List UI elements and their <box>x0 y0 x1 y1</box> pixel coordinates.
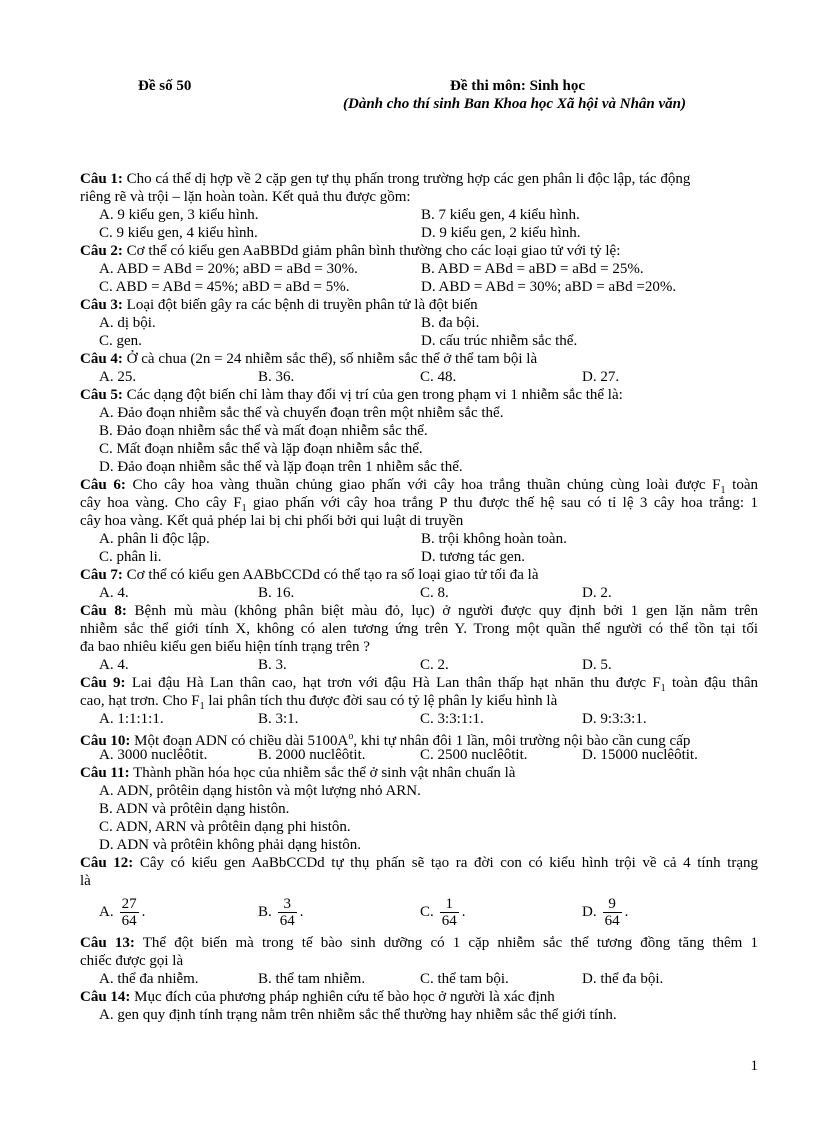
exam-audience: (Dành cho thí sinh Ban Khoa học Xã hội và Nhân văn) <box>343 96 687 112</box>
answer-a[interactable]: A. phân li độc lập. <box>99 531 210 547</box>
answer-a[interactable]: A. 3000 nuclêôtit. <box>99 747 208 763</box>
answer-row <box>80 332 758 350</box>
question-9 <box>80 674 758 692</box>
question-text: Thể đột biến mà trong tế bào sinh dưỡng có 1 cặp nhiễm sắc thể tương đồng tăng thêm 1 <box>142 935 759 951</box>
answer-c[interactable]: C. 8. <box>420 585 449 601</box>
answer-d[interactable]: D. ABD = ABd = 30%; aBD = aBd =20%. <box>421 279 677 295</box>
answer-c[interactable] <box>420 890 466 934</box>
question-text: Một đoạn ADN có chiều dài 5100A <box>134 733 349 749</box>
numerator: 27 <box>121 895 137 912</box>
question-label: Câu 1: <box>80 171 123 187</box>
denominator: 64 <box>604 912 620 929</box>
question-text: lai phân tích thu được đời sau có tỷ lệ phân ly kiểu hình là <box>204 693 558 709</box>
answer-a[interactable]: A. gen quy định tính trạng nằm trên nhiễm sắc thể thường hay nhiễm sắc thể giới tính. <box>99 1007 617 1023</box>
answer-d[interactable]: D. thể đa bội. <box>582 971 664 987</box>
subscript: 1 <box>660 683 666 694</box>
exam-number: Đề số 50 <box>138 78 192 94</box>
question-8 <box>80 602 758 620</box>
answer-c[interactable]: C. thể tam bội. <box>420 971 509 987</box>
question-13 <box>80 934 758 952</box>
question-5 <box>80 386 758 404</box>
numerator: 3 <box>283 895 292 912</box>
answer-c[interactable]: C. 48. <box>420 369 457 385</box>
question-label: Câu 7: <box>80 567 123 583</box>
question-text: Lai đậu Hà Lan thân cao, hạt trơn với đậu Hà Lan thân thấp hạt nhăn thu được F <box>131 675 661 691</box>
question-text: toàn đậu thân <box>665 675 758 691</box>
fraction <box>440 896 459 929</box>
punctuation: . <box>624 903 629 920</box>
punctuation: . <box>141 903 146 920</box>
answer-b[interactable]: B. 7 kiểu gen, 4 kiểu hình. <box>421 207 580 223</box>
answer-row <box>80 890 758 934</box>
answer-row <box>80 206 758 224</box>
question-text: Thành phần hóa học của nhiễm sắc thể ở sinh vật nhân chuẩn là <box>133 765 516 781</box>
answer-a[interactable]: A. Đảo đoạn nhiễm sắc thể và chuyển đoạn trên một nhiễm sắc thể. <box>99 405 504 421</box>
question-text-cont <box>80 638 758 656</box>
superscript: o <box>348 731 354 742</box>
answer-row <box>80 746 758 764</box>
answer-letter: C. <box>420 903 434 920</box>
question-label: Câu 13: <box>80 935 135 951</box>
question-text: Cơ thể có kiểu gen AaBBDd giảm phân bình thường cho các loại giao tử với tỷ lệ: <box>126 243 621 259</box>
question-text: Cho cá thể dị hợp về 2 cặp gen tự thụ phấn trong trường hợp các gen phân li độc lập, tác động <box>126 171 691 187</box>
answer-c[interactable]: C. gen. <box>99 333 142 349</box>
question-label: Câu 8: <box>80 603 127 619</box>
question-text-cont <box>80 494 758 512</box>
question-text-cont <box>80 952 758 970</box>
question-2 <box>80 242 758 260</box>
question-3 <box>80 296 758 314</box>
punctuation: . <box>461 903 466 920</box>
numerator: 1 <box>445 895 454 912</box>
exam-subject: Đề thi môn: Sinh học <box>450 78 586 94</box>
question-text-cont <box>80 188 758 206</box>
answer-b[interactable]: B. trội không hoàn toàn. <box>421 531 567 547</box>
question-label: Câu 11: <box>80 765 130 781</box>
question-10 <box>80 728 758 749</box>
question-text: riêng rẽ và trội – lặn hoàn toàn. Kết quả thu được gồm: <box>80 189 411 205</box>
question-list <box>80 170 758 1024</box>
answer-row <box>80 314 758 332</box>
question-label: Câu 10: <box>80 733 131 749</box>
answer-row <box>80 368 758 386</box>
answer-d[interactable]: D. 15000 nuclêôtit. <box>582 747 698 763</box>
answer-row <box>80 278 758 296</box>
question-14 <box>80 988 758 1006</box>
question-text: cây hoa vàng. Kết quả phép lai bị chi phối bởi qui luật di truyền <box>80 513 464 529</box>
answer-letter: B. <box>258 903 272 920</box>
answer-b[interactable]: B. 36. <box>258 369 295 385</box>
answer-d[interactable] <box>582 890 628 934</box>
answer-d[interactable]: D. ADN và prôtêin không phải dạng histôn. <box>99 837 362 853</box>
answer-row <box>80 710 758 728</box>
question-label: Câu 14: <box>80 989 131 1005</box>
question-label: Câu 3: <box>80 297 123 313</box>
question-6 <box>80 476 758 494</box>
question-text: đa bao nhiêu kiểu gen biểu hiện tính trạng trên ? <box>80 639 370 655</box>
question-label: Câu 2: <box>80 243 123 259</box>
answer-d[interactable]: D. cấu trúc nhiễm sắc thể. <box>421 333 578 349</box>
denominator: 64 <box>279 912 295 929</box>
question-text: cao, hạt trơn. Cho F <box>80 693 200 709</box>
answer-d[interactable]: D. 2. <box>582 585 612 601</box>
denominator: 64 <box>441 912 457 929</box>
answer-b[interactable] <box>258 890 304 934</box>
answer-letter: D. <box>582 903 597 920</box>
answer-b[interactable]: B. 2000 nuclêôtit. <box>258 747 366 763</box>
answer-b[interactable]: B. thể tam nhiễm. <box>258 971 366 987</box>
question-label: Câu 12: <box>80 855 134 871</box>
answer-row <box>80 224 758 242</box>
question-text-cont <box>80 620 758 638</box>
question-text-cont <box>80 512 758 530</box>
subscript: 1 <box>720 485 726 496</box>
answer-d[interactable]: D. 9:3:3:1. <box>582 711 647 727</box>
answer-d[interactable]: D. 9 kiểu gen, 2 kiểu hình. <box>421 225 581 241</box>
question-text: Cơ thể có kiểu gen AABbCCDd có thể tạo ra số loại giao tử tối đa là <box>126 567 539 583</box>
question-text-cont <box>80 692 758 710</box>
answer-row <box>80 548 758 566</box>
question-text: Cây có kiểu gen AaBbCCDd tự thụ phấn sẽ tạo ra đời con có kiểu hình trội về cả 4 tính trạng <box>139 855 759 871</box>
question-text: cây hoa vàng. Cho cây F <box>80 495 242 511</box>
question-label: Câu 9: <box>80 675 126 691</box>
answer-row <box>80 584 758 602</box>
question-11 <box>80 764 758 782</box>
answer-row <box>80 970 758 988</box>
denominator: 64 <box>121 912 137 929</box>
answer-a[interactable]: A. 1:1:1:1. <box>99 711 164 727</box>
question-label: Câu 5: <box>80 387 123 403</box>
answer-d[interactable]: D. 27. <box>582 369 620 385</box>
answer-a[interactable]: A. 4. <box>99 585 129 601</box>
answer-c[interactable]: C. 9 kiểu gen, 4 kiểu hình. <box>99 225 258 241</box>
question-text: toàn <box>725 477 759 493</box>
answer-a[interactable]: A. 4. <box>99 657 129 673</box>
punctuation: . <box>299 903 304 920</box>
answer-a[interactable]: A. thể đa nhiễm. <box>99 971 199 987</box>
numerator: 9 <box>608 895 616 912</box>
answer-c[interactable]: C. 3:3:1:1. <box>420 711 484 727</box>
answer-b[interactable]: B. 3. <box>258 657 287 673</box>
answer-b[interactable]: B. Đảo đoạn nhiễm sắc thể và mất đoạn nhiễm sắc thể. <box>99 423 428 439</box>
question-12 <box>80 854 758 872</box>
fraction <box>278 896 297 929</box>
question-text: Ở cà chua (2n = 24 nhiễm sắc thể), số nhiễm sắc thể ở thể tam bội là <box>126 351 538 367</box>
question-text: chiếc được gọi là <box>80 953 184 969</box>
question-text: Loại đột biến gây ra các bệnh di truyền phân tử là đột biến <box>126 297 478 313</box>
fraction <box>120 896 139 929</box>
answer-b[interactable]: B. đa bội. <box>421 315 480 331</box>
question-text: nhiễm sắc thể giới tính X, không có alen tương ứng trên Y. Trong một quần thể người có thể tồn tại tối <box>80 621 758 637</box>
subscript: 1 <box>241 503 247 514</box>
answer-row <box>80 530 758 548</box>
answer-a[interactable] <box>99 890 145 934</box>
subscript: 1 <box>199 701 205 712</box>
answer-b[interactable]: B. ADN và prôtêin dạng histôn. <box>99 801 290 817</box>
answer-row <box>80 656 758 674</box>
question-text: Mục đích của phương pháp nghiên cứu tế bào học ở người là xác định <box>134 989 555 1005</box>
answer-d[interactable]: D. 5. <box>582 657 612 673</box>
question-text: Bệnh mù màu (không phân biệt màu đỏ, lục) ở người được quy định bởi 1 gen lặn nằm trên <box>134 603 758 619</box>
question-text: Cho cây hoa vàng thuần chủng giao phấn với cây hoa trắng thuần chủng cùng loài được F <box>132 477 721 493</box>
page-number: 1 <box>750 1058 758 1074</box>
question-text: , khi tự nhân đôi 1 lần, môi trường nội bào cần cung cấp <box>353 733 691 749</box>
answer-c[interactable]: C. 2. <box>420 657 449 673</box>
answer-a[interactable]: A. 25. <box>99 369 137 385</box>
question-7 <box>80 566 758 584</box>
question-label: Câu 6: <box>80 477 126 493</box>
answer-c[interactable]: C. phân li. <box>99 549 162 565</box>
answer-b[interactable]: B. 3:1. <box>258 711 299 727</box>
question-4 <box>80 350 758 368</box>
answer-c[interactable]: C. 2500 nuclêôtit. <box>420 747 528 763</box>
answer-d[interactable]: D. Đảo đoạn nhiễm sắc thể và lặp đoạn trên 1 nhiễm sắc thể. <box>99 459 463 475</box>
answer-c[interactable]: C. ABD = ABd = 45%; aBD = aBd = 5%. <box>99 279 350 295</box>
answer-c[interactable]: C. ADN, ARN và prôtêin dạng phi histôn. <box>99 819 351 835</box>
question-text: Các dạng đột biến chỉ làm thay đổi vị trí của gen trong phạm vi 1 nhiễm sắc thể là: <box>126 387 623 403</box>
answer-b[interactable]: B. ABD = ABd = aBD = aBd = 25%. <box>421 261 644 277</box>
answer-c[interactable]: C. Mất đoạn nhiễm sắc thể và lặp đoạn nhiễm sắc thể. <box>99 441 423 457</box>
answer-b[interactable]: B. 16. <box>258 585 295 601</box>
question-1 <box>80 170 758 188</box>
question-text-cont <box>80 872 758 890</box>
answer-letter: A. <box>99 903 114 920</box>
answer-a[interactable]: A. ADN, prôtêin dạng histôn và một lượng nhỏ ARN. <box>99 783 421 799</box>
answer-a[interactable]: A. ABD = ABd = 20%; aBD = aBd = 30%. <box>99 261 358 277</box>
answer-d[interactable]: D. tương tác gen. <box>421 549 525 565</box>
question-label: Câu 4: <box>80 351 123 367</box>
answer-a[interactable]: A. dị bội. <box>99 315 156 331</box>
question-text: là <box>80 873 91 889</box>
fraction <box>603 896 622 929</box>
answer-row <box>80 260 758 278</box>
question-text: giao phấn với cây hoa trắng P thu được thế hệ sau có tỉ lệ 3 cây hoa trắng: 1 <box>246 495 758 511</box>
answer-a[interactable]: A. 9 kiểu gen, 3 kiểu hình. <box>99 207 259 223</box>
